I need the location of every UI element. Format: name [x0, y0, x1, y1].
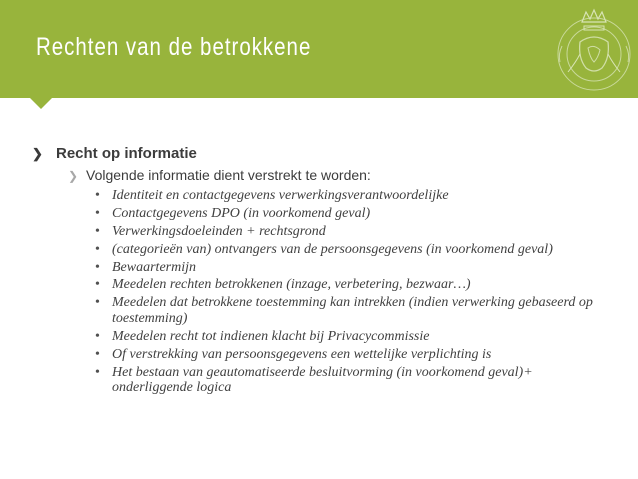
list-item — [92, 277, 612, 293]
level2-item — [68, 167, 371, 183]
list-item — [92, 260, 612, 276]
level1-text: Recht op informatie — [56, 145, 197, 162]
list-item — [92, 188, 612, 204]
list-item — [92, 329, 612, 345]
list-item — [92, 206, 612, 222]
bullet-dot-icon: • — [95, 241, 100, 257]
list-item-text: Identiteit en contactgegevens verwerkingsverantwoordelijke — [112, 188, 449, 203]
chevron-right-icon: ❯ — [32, 146, 43, 161]
list-item-text: Contactgegevens DPO (in voorkomend geval) — [112, 205, 371, 221]
bullet-dot-icon: • — [95, 205, 100, 221]
list-item — [92, 242, 612, 258]
bullet-dot-icon: • — [95, 188, 100, 203]
bullet-dot-icon: • — [95, 277, 100, 293]
bullet-dot-icon: • — [95, 328, 100, 344]
bullet-dot-icon: • — [95, 295, 100, 311]
list-item-text: Verwerkingsdoeleinden + rechtsgrond — [112, 223, 326, 239]
bullet-dot-icon: • — [95, 346, 100, 362]
chevron-right-icon: ❯ — [68, 169, 79, 183]
level2-text: Volgende informatie dient verstrekt te worden: — [86, 167, 371, 183]
list-item — [92, 365, 612, 396]
list-item-text: Het bestaan van geautomatiseerde besluitvorming (in voorkomend geval)+ onderliggende logica — [112, 364, 533, 396]
slide-title: Rechten van de betrokkene — [36, 33, 312, 61]
level1-item — [32, 145, 197, 162]
bullet-dot-icon: • — [95, 223, 100, 239]
list-item-text: Meedelen dat betrokkene toestemming kan intrekken (indien verwerking gebaseerd op toestemming) — [112, 295, 593, 326]
list-item-text: Meedelen rechten betrokkenen (inzage, verbetering, bezwaar…) — [112, 277, 471, 293]
list-item-text: Meedelen recht tot indienen klacht bij Privacycommissie — [112, 328, 430, 344]
list-item-text: (categorieën van) ontvangers van de persoonsgegevens (in voorkomend geval) — [112, 241, 553, 257]
bullet-dot-icon: • — [95, 259, 100, 275]
list-item — [92, 224, 612, 240]
list-item — [92, 295, 612, 326]
list-item-text: Bewaartermijn — [112, 259, 196, 275]
bullet-list — [92, 188, 612, 398]
bullet-dot-icon: • — [95, 364, 100, 380]
list-item-text: Of verstrekking van persoonsgegevens een wettelijke verplichting is — [112, 346, 492, 362]
list-item — [92, 347, 612, 363]
